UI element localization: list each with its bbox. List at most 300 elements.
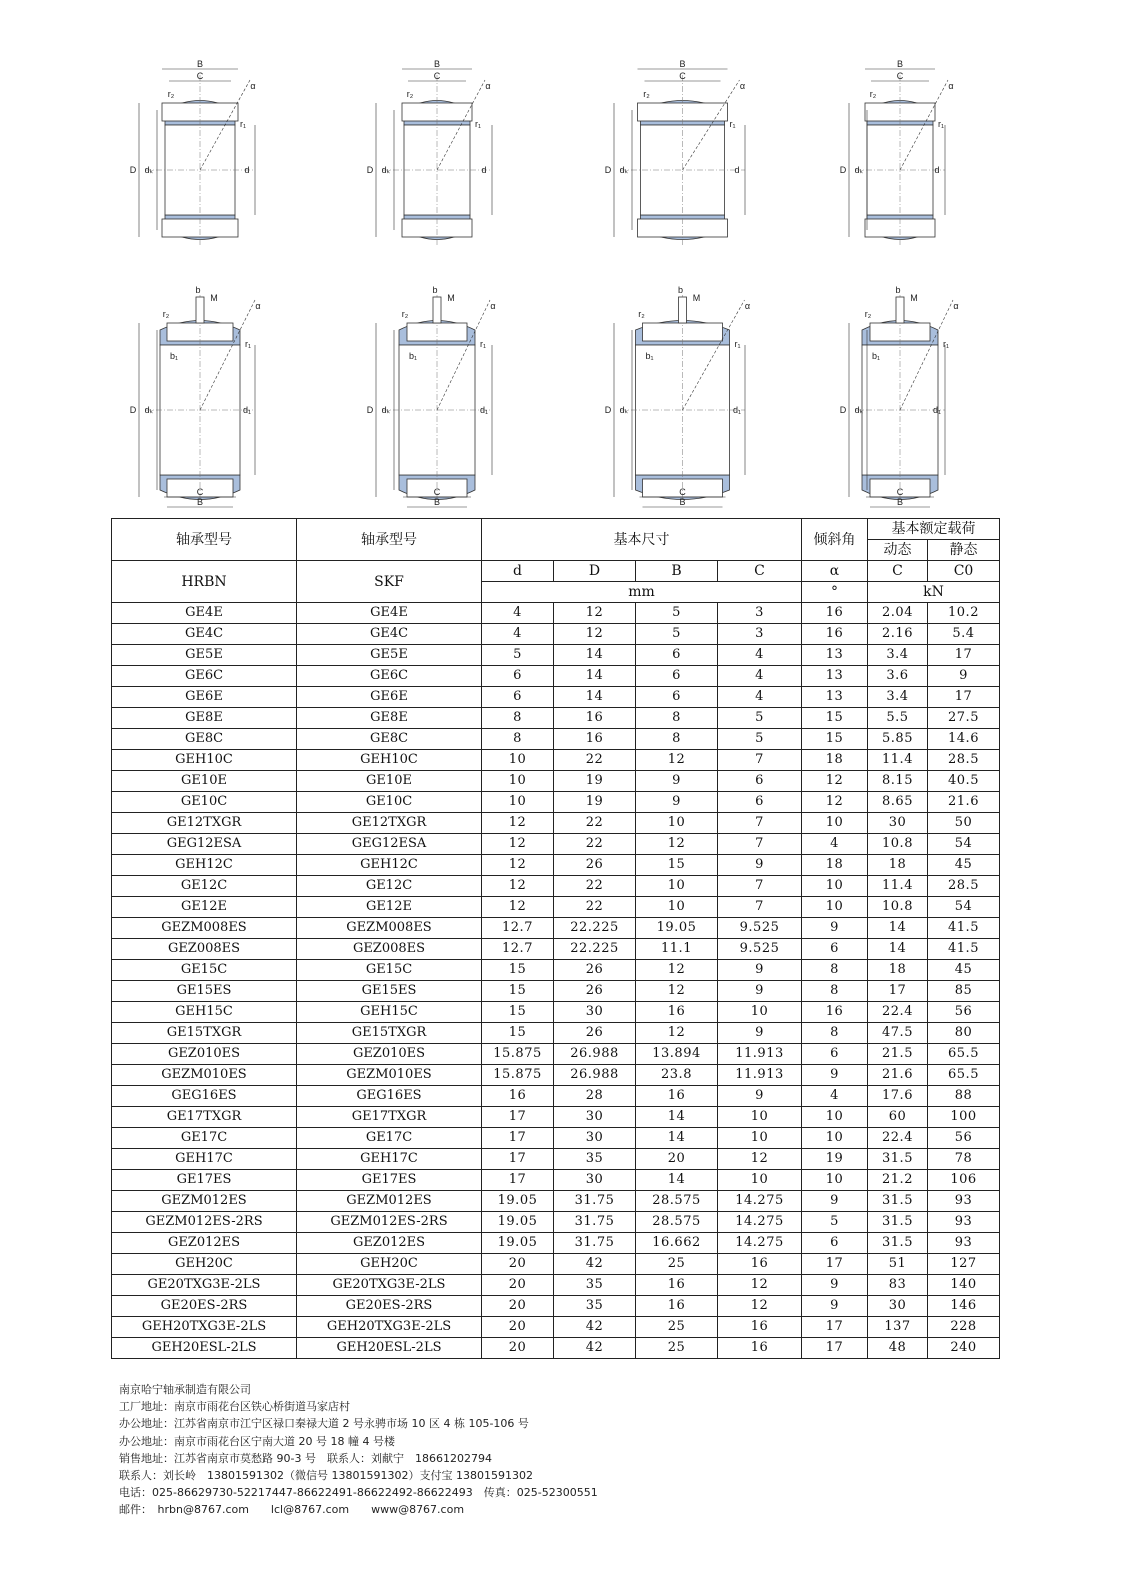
cell-C0-static: 93 <box>928 1233 1000 1254</box>
cell-C: 7 <box>718 750 802 771</box>
svg-text:d₁: d₁ <box>932 405 942 415</box>
cell-C: 7 <box>718 834 802 855</box>
header-dynamic: 动态 <box>868 540 928 561</box>
cell-D: 42 <box>554 1254 636 1275</box>
cell-hrbn-model: GE17TXGR <box>112 1107 297 1128</box>
cell-hrbn-model: GEH20C <box>112 1254 297 1275</box>
cell-skf-model: GE8E <box>297 708 482 729</box>
cell-d: 20 <box>482 1275 554 1296</box>
cell-C-dynamic: 5.5 <box>868 708 928 729</box>
cell-B: 6 <box>636 645 718 666</box>
cell-skf-model: GEH17C <box>297 1149 482 1170</box>
cell-alpha: 16 <box>802 1002 868 1023</box>
table-row <box>112 876 1000 897</box>
cell-skf-model: GE4C <box>297 624 482 645</box>
cell-C: 16 <box>718 1338 802 1359</box>
svg-text:M: M <box>447 293 455 303</box>
cell-C: 3 <box>718 603 802 624</box>
svg-text:b: b <box>195 285 201 295</box>
cell-C: 10 <box>718 1107 802 1128</box>
cell-skf-model: GEZM012ES <box>297 1191 482 1212</box>
cell-C: 5 <box>718 729 802 750</box>
cell-C0-static: 100 <box>928 1107 1000 1128</box>
table-row <box>112 834 1000 855</box>
cell-hrbn-model: GE8C <box>112 729 297 750</box>
header-col-C-dynamic: C <box>868 561 928 582</box>
cell-C: 12 <box>718 1275 802 1296</box>
cell-alpha: 9 <box>802 1191 868 1212</box>
table-row <box>112 771 1000 792</box>
cell-skf-model: GEZ012ES <box>297 1233 482 1254</box>
cell-C-dynamic: 30 <box>868 1296 928 1317</box>
cell-hrbn-model: GE17ES <box>112 1170 297 1191</box>
cell-hrbn-model: GE10E <box>112 771 297 792</box>
table-row <box>112 1254 1000 1275</box>
svg-text:b: b <box>895 285 901 295</box>
cell-skf-model: GEH20TXG3E-2LS <box>297 1317 482 1338</box>
table-row <box>112 687 1000 708</box>
svg-text:B: B <box>433 59 441 69</box>
svg-text:r₂: r₂ <box>869 89 877 99</box>
cell-d: 15 <box>482 981 554 1002</box>
table-row <box>112 1212 1000 1233</box>
svg-text:r₁: r₁ <box>942 339 950 349</box>
cell-d: 19.05 <box>482 1191 554 1212</box>
svg-text:r₁: r₁ <box>474 119 482 129</box>
cell-B: 25 <box>636 1338 718 1359</box>
svg-text:α: α <box>255 301 261 311</box>
cell-d: 12 <box>482 855 554 876</box>
cell-D: 14 <box>554 645 636 666</box>
bearing-diagram-6 <box>362 270 512 510</box>
svg-text:r₁: r₁ <box>937 119 945 129</box>
cell-C: 9.525 <box>718 939 802 960</box>
svg-text:d: d <box>734 165 740 175</box>
cell-B: 8 <box>636 708 718 729</box>
cell-alpha: 12 <box>802 792 868 813</box>
cell-skf-model: GEH20C <box>297 1254 482 1275</box>
footer-company: 南京哈宁轴承制造有限公司 <box>119 1383 251 1396</box>
cell-C-dynamic: 5.85 <box>868 729 928 750</box>
svg-text:M: M <box>692 293 701 303</box>
cell-C0-static: 146 <box>928 1296 1000 1317</box>
svg-text:b₁: b₁ <box>408 351 418 361</box>
svg-text:dₖ: dₖ <box>619 405 629 415</box>
header-col-alpha: α <box>802 561 868 582</box>
cell-C0-static: 5.4 <box>928 624 1000 645</box>
cell-hrbn-model: GEG12ESA <box>112 834 297 855</box>
cell-hrbn-model: GEZM010ES <box>112 1065 297 1086</box>
cell-skf-model: GE20ES-2RS <box>297 1296 482 1317</box>
cell-C0-static: 88 <box>928 1086 1000 1107</box>
svg-text:b₁: b₁ <box>645 351 654 361</box>
cell-skf-model: GE15C <box>297 960 482 981</box>
cell-B: 10 <box>636 813 718 834</box>
cell-skf-model: GEH10C <box>297 750 482 771</box>
cell-d: 15.875 <box>482 1044 554 1065</box>
cell-alpha: 8 <box>802 1023 868 1044</box>
cell-hrbn-model: GEZM012ES <box>112 1191 297 1212</box>
cell-C: 9 <box>718 960 802 981</box>
table-body <box>112 603 1000 1359</box>
cell-skf-model: GE17ES <box>297 1170 482 1191</box>
svg-text:α: α <box>953 301 959 311</box>
bearing-diagram-4 <box>835 50 965 250</box>
cell-C0-static: 41.5 <box>928 939 1000 960</box>
cell-B: 10 <box>636 876 718 897</box>
cell-B: 16.662 <box>636 1233 718 1254</box>
table-row <box>112 624 1000 645</box>
cell-skf-model: GE17C <box>297 1128 482 1149</box>
cell-D: 22 <box>554 876 636 897</box>
svg-text:r₁: r₁ <box>734 339 741 349</box>
cell-D: 35 <box>554 1275 636 1296</box>
svg-text:b₁: b₁ <box>169 351 179 361</box>
cell-alpha: 13 <box>802 645 868 666</box>
svg-text:C: C <box>433 71 441 81</box>
table-row <box>112 1338 1000 1359</box>
table-row <box>112 1149 1000 1170</box>
cell-alpha: 10 <box>802 876 868 897</box>
cell-D: 30 <box>554 1107 636 1128</box>
cell-d: 4 <box>482 624 554 645</box>
cell-hrbn-model: GE4E <box>112 603 297 624</box>
cell-alpha: 10 <box>802 1170 868 1191</box>
cell-D: 16 <box>554 708 636 729</box>
footer-factory-address: 工厂地址：南京市雨花台区铁心桥街道马家店村 <box>119 1400 350 1414</box>
cell-D: 31.75 <box>554 1212 636 1233</box>
cell-d: 20 <box>482 1254 554 1275</box>
cell-d: 8 <box>482 729 554 750</box>
cell-C0-static: 140 <box>928 1275 1000 1296</box>
header-col-C: C <box>718 561 802 582</box>
cell-C-dynamic: 21.5 <box>868 1044 928 1065</box>
cell-C0-static: 85 <box>928 981 1000 1002</box>
cell-skf-model: GE6E <box>297 687 482 708</box>
cell-C: 10 <box>718 1128 802 1149</box>
header-unit-mm: mm <box>482 582 802 603</box>
cell-B: 12 <box>636 750 718 771</box>
cell-D: 26 <box>554 855 636 876</box>
bearing-diagrams <box>100 50 1020 510</box>
table-row <box>112 1317 1000 1338</box>
cell-C0-static: 127 <box>928 1254 1000 1275</box>
cell-alpha: 15 <box>802 708 868 729</box>
cell-D: 35 <box>554 1296 636 1317</box>
cell-D: 26 <box>554 981 636 1002</box>
cell-B: 9 <box>636 792 718 813</box>
cell-C-dynamic: 14 <box>868 939 928 960</box>
cell-C: 6 <box>718 792 802 813</box>
svg-text:dₖ: dₖ <box>144 405 154 415</box>
cell-d: 10 <box>482 792 554 813</box>
cell-C-dynamic: 10.8 <box>868 897 928 918</box>
svg-text:α: α <box>744 301 751 311</box>
cell-B: 16 <box>636 1002 718 1023</box>
svg-text:d: d <box>481 165 487 175</box>
cell-skf-model: GEH20ESL-2LS <box>297 1338 482 1359</box>
cell-hrbn-model: GE15TXGR <box>112 1023 297 1044</box>
svg-text:α: α <box>490 301 496 311</box>
cell-C0-static: 45 <box>928 960 1000 981</box>
svg-text:D: D <box>604 405 612 415</box>
svg-text:α: α <box>739 81 746 91</box>
cell-alpha: 10 <box>802 813 868 834</box>
bearing-diagram-7 <box>600 270 765 510</box>
cell-d: 17 <box>482 1149 554 1170</box>
table-row <box>112 666 1000 687</box>
cell-D: 14 <box>554 666 636 687</box>
cell-B: 6 <box>636 687 718 708</box>
cell-alpha: 16 <box>802 603 868 624</box>
cell-skf-model: GEZM012ES-2RS <box>297 1212 482 1233</box>
cell-skf-model: GE12E <box>297 897 482 918</box>
cell-D: 42 <box>554 1338 636 1359</box>
cell-alpha: 13 <box>802 687 868 708</box>
cell-alpha: 15 <box>802 729 868 750</box>
svg-text:d₁: d₁ <box>479 405 489 415</box>
cell-C0-static: 14.6 <box>928 729 1000 750</box>
table-row <box>112 918 1000 939</box>
svg-text:r₂: r₂ <box>864 309 872 319</box>
footer-email: 邮件： hrbn@8767.com lcl@8767.com www@8767.com <box>119 1503 465 1517</box>
table-row <box>112 603 1000 624</box>
cell-hrbn-model: GE12TXGR <box>112 813 297 834</box>
cell-C: 9 <box>718 1086 802 1107</box>
cell-hrbn-model: GEH10C <box>112 750 297 771</box>
svg-text:D: D <box>366 405 374 415</box>
cell-d: 15.875 <box>482 1065 554 1086</box>
company-footer <box>119 1381 598 1519</box>
cell-d: 17 <box>482 1170 554 1191</box>
cell-hrbn-model: GE6E <box>112 687 297 708</box>
cell-alpha: 5 <box>802 1212 868 1233</box>
cell-C-dynamic: 21.6 <box>868 1065 928 1086</box>
svg-text:D: D <box>129 165 137 175</box>
table-row <box>112 897 1000 918</box>
table-row <box>112 1002 1000 1023</box>
cell-skf-model: GEZM010ES <box>297 1065 482 1086</box>
cell-B: 5 <box>636 624 718 645</box>
svg-text:C: C <box>896 487 904 497</box>
cell-D: 22.225 <box>554 918 636 939</box>
cell-C-dynamic: 14 <box>868 918 928 939</box>
cell-B: 11.1 <box>636 939 718 960</box>
svg-text:dₖ: dₖ <box>619 165 629 175</box>
table-row <box>112 939 1000 960</box>
svg-text:r₂: r₂ <box>162 309 170 319</box>
table-row <box>112 1275 1000 1296</box>
cell-C: 10 <box>718 1002 802 1023</box>
table-row <box>112 645 1000 666</box>
cell-hrbn-model: GE4C <box>112 624 297 645</box>
svg-text:r₂: r₂ <box>406 89 414 99</box>
cell-alpha: 18 <box>802 750 868 771</box>
cell-skf-model: GEH15C <box>297 1002 482 1023</box>
bearing-spec-table <box>111 518 1000 1359</box>
svg-text:r₂: r₂ <box>638 309 645 319</box>
bearing-diagram-1 <box>125 50 275 250</box>
cell-skf-model: GE15ES <box>297 981 482 1002</box>
header-col-D: D <box>554 561 636 582</box>
cell-C-dynamic: 48 <box>868 1338 928 1359</box>
cell-d: 20 <box>482 1338 554 1359</box>
cell-d: 10 <box>482 771 554 792</box>
cell-alpha: 8 <box>802 960 868 981</box>
svg-text:B: B <box>896 59 904 69</box>
cell-alpha: 6 <box>802 1233 868 1254</box>
table-row <box>112 1128 1000 1149</box>
cell-C-dynamic: 17 <box>868 981 928 1002</box>
cell-hrbn-model: GEZ010ES <box>112 1044 297 1065</box>
cell-C: 14.275 <box>718 1191 802 1212</box>
cell-C0-static: 93 <box>928 1191 1000 1212</box>
cell-skf-model: GEG16ES <box>297 1086 482 1107</box>
cell-B: 23.8 <box>636 1065 718 1086</box>
cell-C-dynamic: 21.2 <box>868 1170 928 1191</box>
cell-hrbn-model: GE6C <box>112 666 297 687</box>
cell-C0-static: 50 <box>928 813 1000 834</box>
cell-C0-static: 41.5 <box>928 918 1000 939</box>
svg-text:D: D <box>839 405 847 415</box>
cell-B: 20 <box>636 1149 718 1170</box>
cell-C0-static: 28.5 <box>928 750 1000 771</box>
cell-hrbn-model: GEZM012ES-2RS <box>112 1212 297 1233</box>
cell-alpha: 12 <box>802 771 868 792</box>
svg-text:B: B <box>196 59 204 69</box>
cell-C0-static: 56 <box>928 1002 1000 1023</box>
cell-C-dynamic: 137 <box>868 1317 928 1338</box>
table-row <box>112 1107 1000 1128</box>
cell-C-dynamic: 31.5 <box>868 1233 928 1254</box>
table-row <box>112 708 1000 729</box>
cell-C: 16 <box>718 1254 802 1275</box>
cell-alpha: 17 <box>802 1338 868 1359</box>
svg-text:C: C <box>196 71 204 81</box>
cell-hrbn-model: GE20ES-2RS <box>112 1296 297 1317</box>
cell-C-dynamic: 10.8 <box>868 834 928 855</box>
cell-hrbn-model: GE12E <box>112 897 297 918</box>
table-row <box>112 981 1000 1002</box>
cell-C-dynamic: 47.5 <box>868 1023 928 1044</box>
cell-D: 22 <box>554 750 636 771</box>
footer-sales-address: 销售地址：江苏省南京市莫愁路 90-3 号 联系人：刘献宁 18661202794 <box>119 1451 492 1465</box>
cell-alpha: 17 <box>802 1254 868 1275</box>
cell-C0-static: 9 <box>928 666 1000 687</box>
cell-alpha: 10 <box>802 1128 868 1149</box>
cell-C-dynamic: 2.16 <box>868 624 928 645</box>
cell-alpha: 13 <box>802 666 868 687</box>
cell-C: 14.275 <box>718 1233 802 1254</box>
cell-alpha: 8 <box>802 981 868 1002</box>
cell-hrbn-model: GEH17C <box>112 1149 297 1170</box>
cell-skf-model: GE12C <box>297 876 482 897</box>
cell-D: 26.988 <box>554 1065 636 1086</box>
cell-C: 3 <box>718 624 802 645</box>
bearing-diagram-3 <box>600 50 765 250</box>
svg-text:d: d <box>244 165 250 175</box>
cell-hrbn-model: GEH12C <box>112 855 297 876</box>
cell-alpha: 4 <box>802 834 868 855</box>
cell-C: 12 <box>718 1296 802 1317</box>
cell-skf-model: GEZM008ES <box>297 918 482 939</box>
table-row <box>112 813 1000 834</box>
cell-B: 12 <box>636 981 718 1002</box>
svg-text:α: α <box>485 81 491 91</box>
footer-office-address-1: 办公地址：江苏省南京市江宁区禄口秦禄大道 2 号永骋市场 10 区 4 栋 105-106 号 <box>119 1417 529 1431</box>
cell-D: 30 <box>554 1128 636 1149</box>
svg-text:r₁: r₁ <box>244 339 252 349</box>
cell-C-dynamic: 22.4 <box>868 1128 928 1149</box>
cell-C: 9 <box>718 1023 802 1044</box>
svg-text:r₁: r₁ <box>729 119 736 129</box>
cell-D: 42 <box>554 1317 636 1338</box>
cell-d: 12.7 <box>482 939 554 960</box>
cell-C: 7 <box>718 876 802 897</box>
cell-hrbn-model: GE12C <box>112 876 297 897</box>
cell-C-dynamic: 17.6 <box>868 1086 928 1107</box>
cell-C: 11.913 <box>718 1065 802 1086</box>
svg-text:D: D <box>604 165 612 175</box>
cell-C: 11.913 <box>718 1044 802 1065</box>
cell-C-dynamic: 31.5 <box>868 1212 928 1233</box>
svg-text:B: B <box>679 497 686 507</box>
cell-d: 12 <box>482 876 554 897</box>
cell-B: 16 <box>636 1296 718 1317</box>
cell-C-dynamic: 2.04 <box>868 603 928 624</box>
bearing-diagram-5 <box>125 270 275 510</box>
cell-skf-model: GE10C <box>297 792 482 813</box>
cell-d: 15 <box>482 960 554 981</box>
cell-B: 16 <box>636 1275 718 1296</box>
cell-d: 12 <box>482 813 554 834</box>
svg-text:d: d <box>934 165 940 175</box>
cell-B: 14 <box>636 1128 718 1149</box>
cell-skf-model: GE20TXG3E-2LS <box>297 1275 482 1296</box>
cell-C0-static: 106 <box>928 1170 1000 1191</box>
cell-C: 9.525 <box>718 918 802 939</box>
cell-D: 14 <box>554 687 636 708</box>
header-brand-hrbn: HRBN <box>112 561 297 603</box>
cell-C: 12 <box>718 1149 802 1170</box>
cell-C: 5 <box>718 708 802 729</box>
svg-text:dₖ: dₖ <box>381 165 391 175</box>
table-row <box>112 1170 1000 1191</box>
cell-hrbn-model: GEH15C <box>112 1002 297 1023</box>
cell-B: 14 <box>636 1107 718 1128</box>
cell-B: 5 <box>636 603 718 624</box>
cell-C: 4 <box>718 687 802 708</box>
cell-d: 20 <box>482 1317 554 1338</box>
cell-B: 16 <box>636 1086 718 1107</box>
cell-C: 10 <box>718 1170 802 1191</box>
svg-text:C: C <box>679 71 686 81</box>
header-unit-kN: kN <box>868 582 1000 603</box>
table-row <box>112 855 1000 876</box>
cell-hrbn-model: GE5E <box>112 645 297 666</box>
cell-C0-static: 65.5 <box>928 1065 1000 1086</box>
cell-C0-static: 228 <box>928 1317 1000 1338</box>
cell-C-dynamic: 18 <box>868 855 928 876</box>
svg-text:dₖ: dₖ <box>381 405 391 415</box>
cell-D: 26 <box>554 960 636 981</box>
svg-text:b: b <box>677 285 684 295</box>
cell-C: 6 <box>718 771 802 792</box>
footer-phone: 电话：025-86629730-52217447-86622491-86622492-86622493 传真：025-52300551 <box>119 1486 598 1500</box>
svg-text:r₁: r₁ <box>479 339 487 349</box>
cell-d: 12 <box>482 834 554 855</box>
cell-C0-static: 240 <box>928 1338 1000 1359</box>
